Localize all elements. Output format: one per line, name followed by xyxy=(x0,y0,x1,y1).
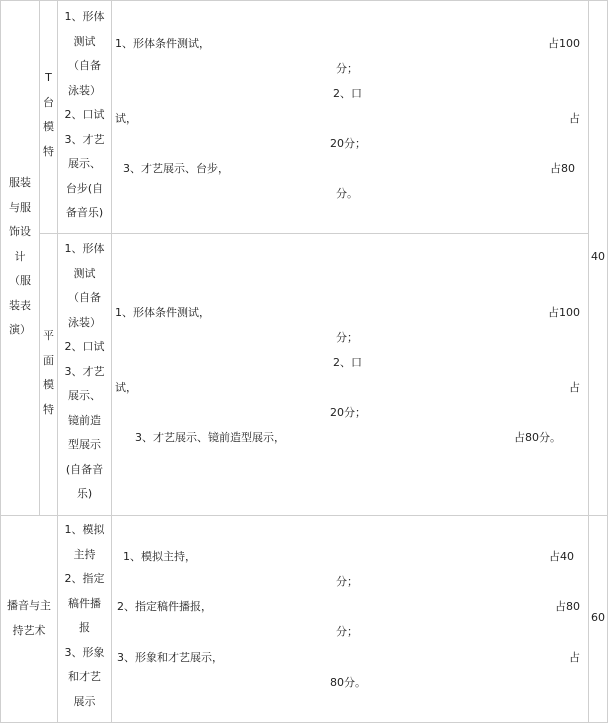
major-name-line: 演） xyxy=(9,323,31,336)
direction-char: 模 xyxy=(43,120,54,133)
row-divider xyxy=(39,233,588,234)
exam-item-line: (自备音 xyxy=(65,462,104,476)
exam-item-line: 乐) xyxy=(76,487,93,500)
exam-item-line: 测试 xyxy=(73,34,96,48)
score-cell: 60 xyxy=(591,611,605,624)
direction-char: T xyxy=(45,71,52,84)
content-text: 1、形体条件测试， xyxy=(115,306,210,319)
exam-item-line: 3、才艺 xyxy=(64,132,105,146)
content-text: 试， xyxy=(115,381,137,394)
direction-char: 台 xyxy=(43,95,54,109)
content-text: 分； xyxy=(336,62,358,75)
content-text: 3、才艺展示、台步， xyxy=(123,162,229,175)
exam-item-line: 2、指定 xyxy=(64,572,105,585)
exam-item-line: （自备 xyxy=(68,59,101,72)
exam-item-line: 3、形象 xyxy=(64,645,105,659)
major-name-line: 服装 xyxy=(9,176,31,189)
content-text: 2、口 xyxy=(333,87,362,100)
major-name-line: 饰设 xyxy=(9,225,31,238)
content-text: 试， xyxy=(115,112,137,125)
content-text: 占40 xyxy=(549,550,574,563)
content-text: 2、口 xyxy=(333,356,362,369)
content-text: 20分； xyxy=(330,137,366,150)
content-text: 分； xyxy=(336,625,358,638)
exam-items-cell xyxy=(58,5,111,226)
exam-item-line: 备音乐) xyxy=(65,206,104,219)
exam-item-line: 2、口试 xyxy=(64,340,105,353)
content-text: 1、模拟主持， xyxy=(123,550,196,563)
major-name-line: 持艺术 xyxy=(12,623,46,637)
content-text: 占 xyxy=(569,381,580,394)
exam-items-cell xyxy=(58,518,111,714)
content-text: 80分。 xyxy=(330,676,366,689)
table-border-top xyxy=(0,0,608,1)
major-name-line: 计 xyxy=(14,249,26,263)
exam-item-line: 1、形体 xyxy=(64,10,105,23)
major-name-line: 播音与主 xyxy=(7,599,51,612)
content-text: 占 xyxy=(569,112,580,125)
direction-char: 面 xyxy=(43,353,54,367)
col-divider xyxy=(111,0,112,723)
score-cell: 40 xyxy=(591,250,605,263)
content-text: 占100 xyxy=(548,306,580,319)
content-text: 分； xyxy=(336,331,358,344)
exam-item-line: 3、才艺 xyxy=(64,364,105,378)
exam-item-line: 展示 xyxy=(73,694,96,708)
direction-char: 特 xyxy=(43,144,54,158)
exam-item-line: 稿件播 xyxy=(68,596,101,610)
exam-item-line: 测试 xyxy=(73,266,96,280)
content-text: 分； xyxy=(336,575,358,588)
exam-item-line: 泳装） xyxy=(68,83,101,97)
exam-items-cell xyxy=(58,237,111,507)
direction-cell xyxy=(40,66,57,164)
exam-item-line: 和才艺 xyxy=(68,670,101,683)
exam-item-line: 镜前造 xyxy=(68,413,101,427)
content-text: 2、指定稿件播报， xyxy=(117,600,212,613)
major-name-line: （服 xyxy=(9,274,31,287)
content-text: 占80 xyxy=(555,600,580,613)
content-text: 分。 xyxy=(336,187,358,200)
exam-item-line: 型展示 xyxy=(68,438,101,451)
block-divider xyxy=(0,515,608,516)
direction-char: 平 xyxy=(43,329,54,342)
content-text: 1、形体条件测试， xyxy=(115,37,210,50)
content-text: 占80 xyxy=(550,162,575,175)
content-text: 占100 xyxy=(548,37,580,50)
exam-item-line: 1、模拟 xyxy=(64,523,105,536)
exam-item-line: 主持 xyxy=(73,547,96,561)
exam-item-line: 台步(自 xyxy=(65,181,104,195)
content-text: 占80分。 xyxy=(514,431,561,444)
exam-item-line: （自备 xyxy=(68,291,101,304)
major-name-line: 与服 xyxy=(9,200,31,214)
content-text: 占 xyxy=(569,651,580,664)
major-name-cell xyxy=(1,594,57,643)
exam-item-line: 2、口试 xyxy=(64,108,105,121)
content-text: 20分； xyxy=(330,406,366,419)
direction-cell xyxy=(40,324,57,422)
exam-item-line: 展示、 xyxy=(68,157,101,170)
exam-item-line: 泳装） xyxy=(68,315,101,329)
direction-char: 模 xyxy=(43,378,54,391)
exam-item-line: 报 xyxy=(79,621,90,634)
content-text: 3、才艺展示、镜前造型展示， xyxy=(135,431,285,444)
major-name-cell xyxy=(1,171,39,343)
content-text: 3、形象和才艺展示， xyxy=(117,651,223,664)
exam-item-line: 展示、 xyxy=(68,389,101,402)
major-name-line: 装表 xyxy=(9,298,31,312)
exam-item-line: 1、形体 xyxy=(64,242,105,255)
direction-char: 特 xyxy=(43,402,54,416)
